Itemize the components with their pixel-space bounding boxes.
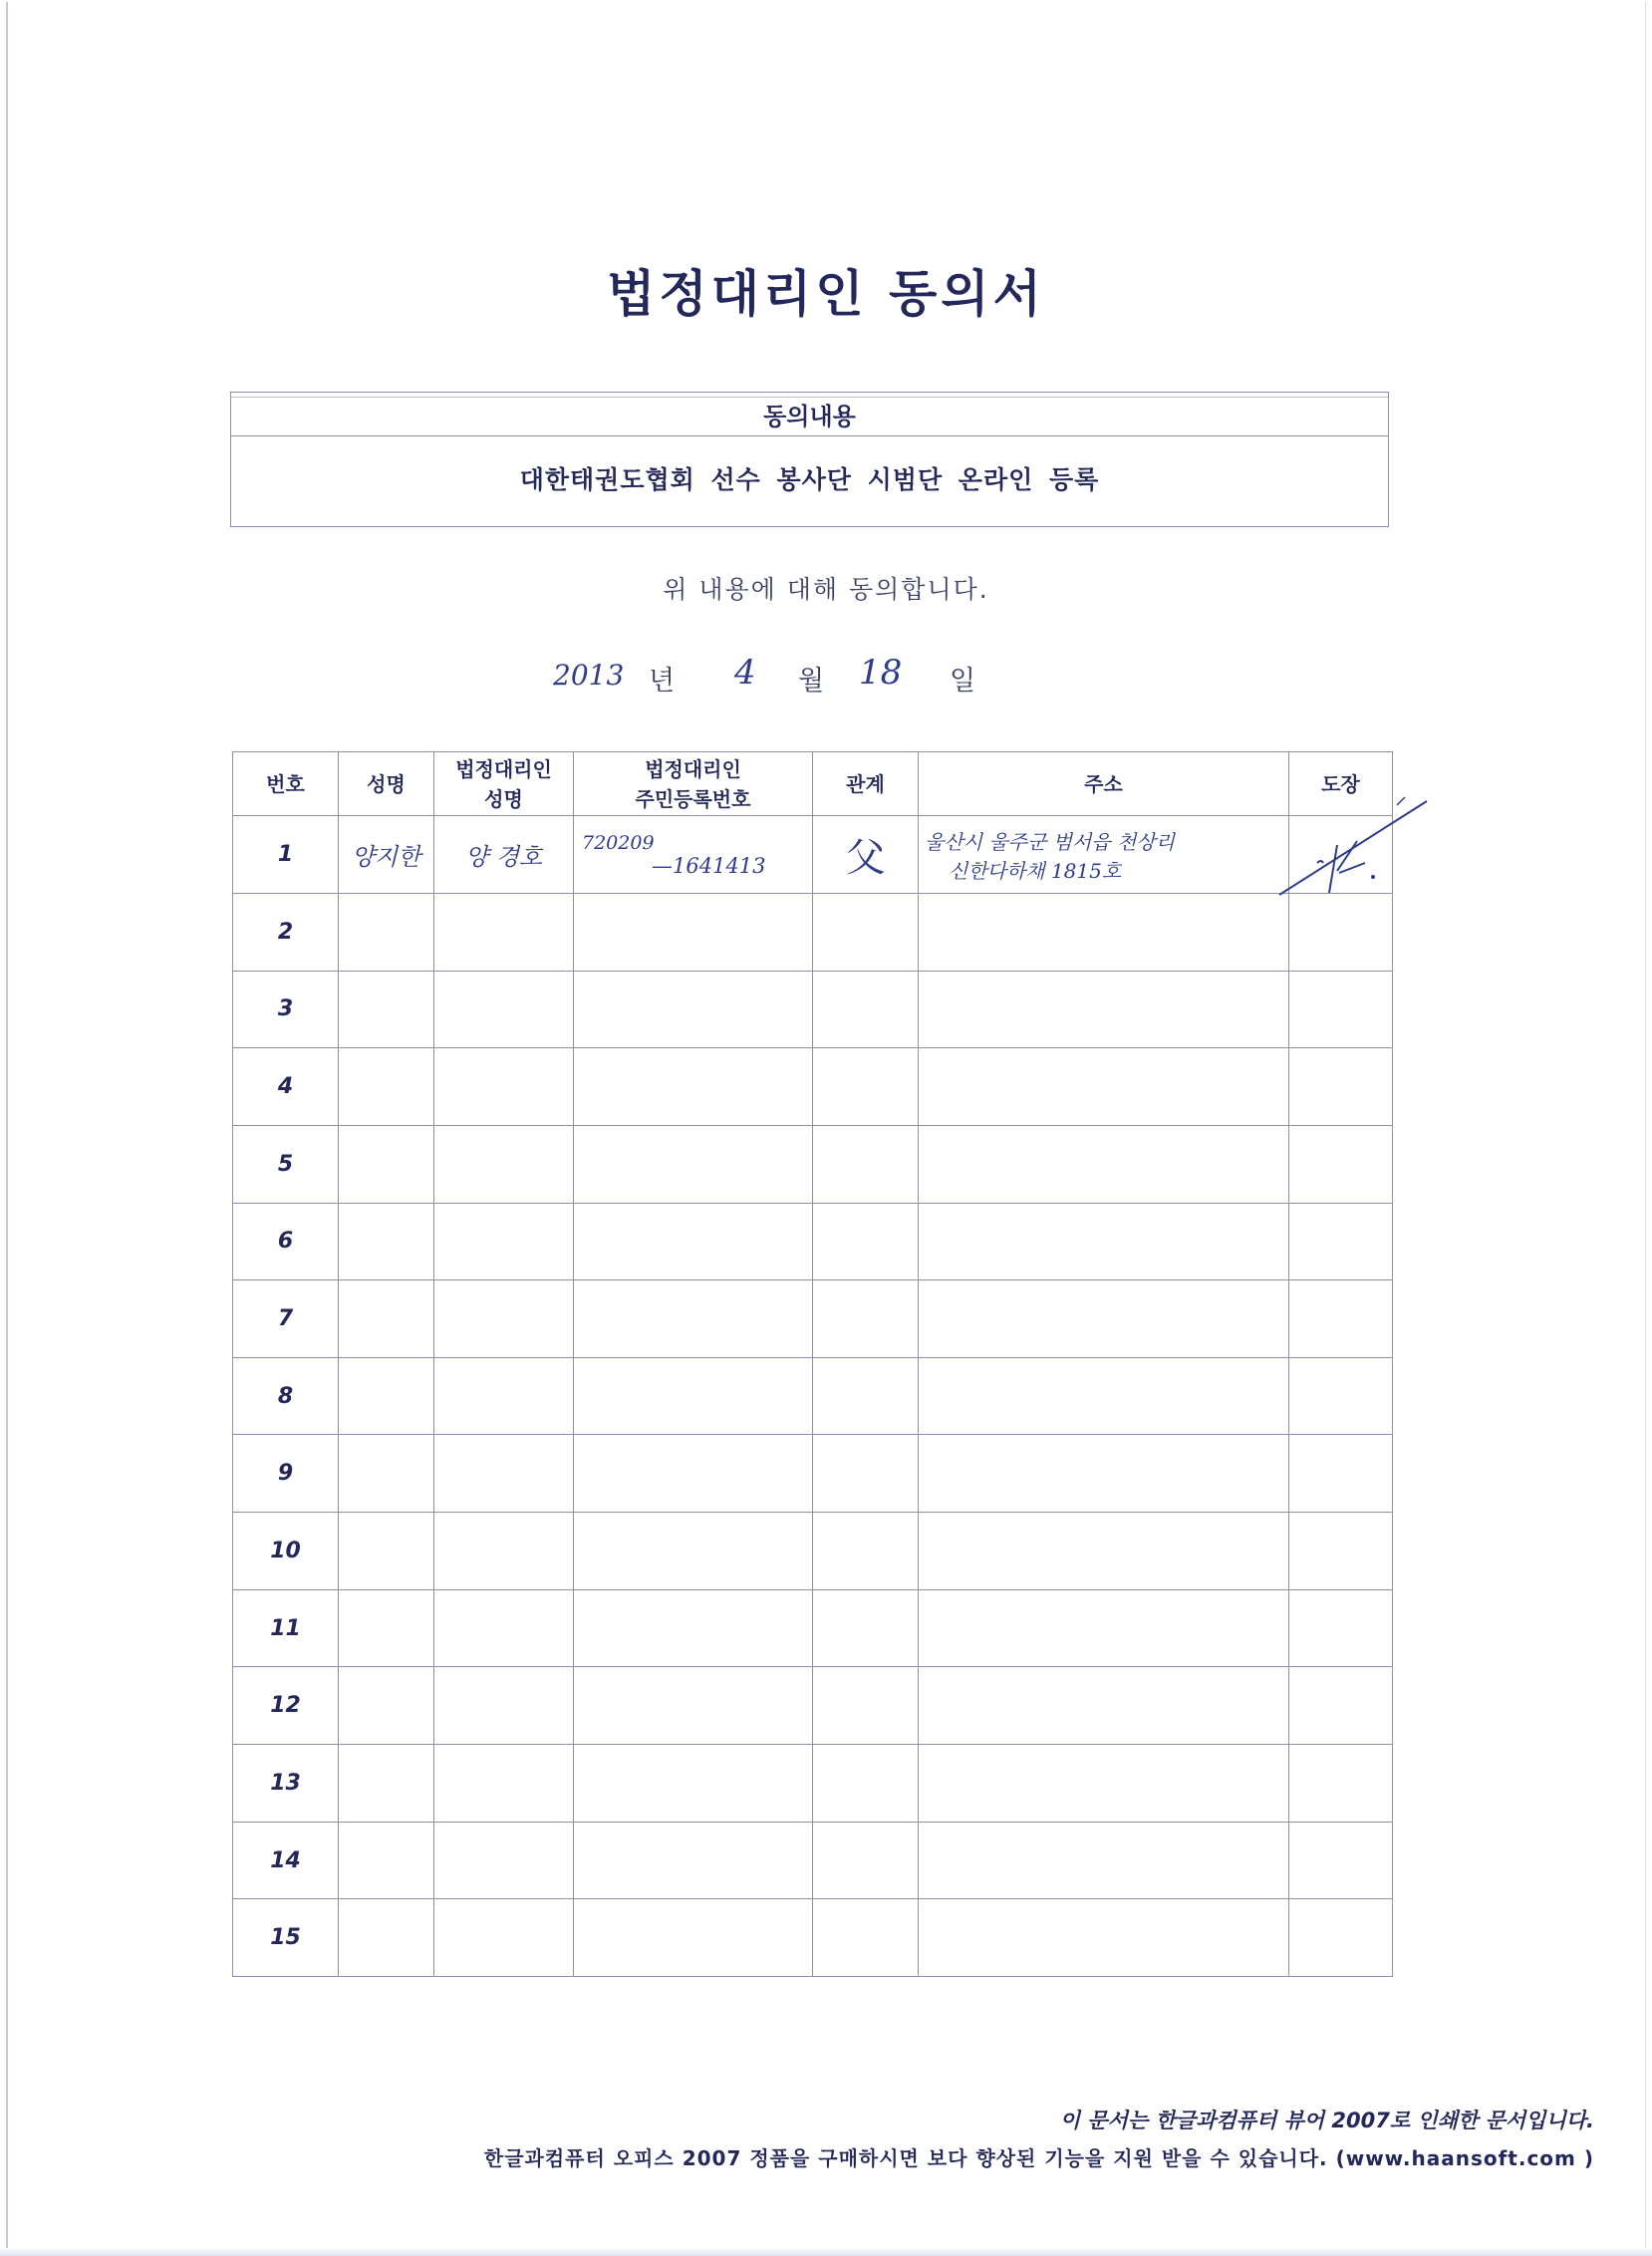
row-guardian-name	[434, 1280, 574, 1358]
row-guardian-name	[434, 1357, 574, 1435]
row-seal	[1289, 1048, 1393, 1126]
row-guardian-id	[574, 1125, 813, 1203]
row-name	[339, 1667, 434, 1745]
row-guardian-id	[574, 1513, 813, 1590]
row-seal	[1289, 1280, 1393, 1358]
row-guardian-name	[434, 1667, 574, 1745]
row-guardian-name	[434, 894, 574, 972]
row-number: 1	[233, 816, 339, 894]
header-guardian-id-line2: 주민등록번호	[635, 786, 751, 811]
row-name	[339, 971, 434, 1048]
row-seal	[1289, 1513, 1393, 1590]
row-address	[919, 1822, 1289, 1899]
header-guardian-name-line2: 성명	[484, 786, 523, 811]
date-month: 4	[734, 653, 756, 693]
footer-promo: 한글과컴퓨터 오피스 2007 정품을 구매하시면 보다 향상된 기능을 지원 받을 수 있습니다. (www.haansoft.com )	[483, 2146, 1594, 2170]
agreement-text: 위 내용에 대해 동의합니다.	[663, 575, 989, 604]
row-relation	[813, 1513, 919, 1590]
row-guardian-name	[434, 1048, 574, 1126]
row-guardian-name-text: 양 경호	[464, 843, 543, 871]
row-relation	[813, 1435, 919, 1513]
row-name	[339, 1357, 434, 1435]
row-guardian-id	[574, 971, 813, 1048]
table-row	[233, 1048, 1393, 1126]
header-name: 성명	[339, 752, 434, 816]
row-seal	[1289, 1745, 1393, 1823]
row-guardian-id	[574, 1822, 813, 1899]
consent-box	[230, 392, 1389, 527]
footer-notice: 이 문서는 한글과컴퓨터 뷰어 2007로 인쇄한 문서입니다.	[1059, 2109, 1594, 2132]
row-number: 12	[233, 1667, 339, 1745]
row-guardian-id	[574, 1899, 813, 1977]
row-address	[919, 1203, 1289, 1280]
row-relation	[813, 1125, 919, 1203]
date-day: 18	[859, 653, 903, 693]
row-seal	[1289, 1822, 1393, 1899]
month-label: 월	[798, 666, 825, 697]
row-seal	[1289, 1899, 1393, 1977]
row-guardian-id	[574, 1280, 813, 1358]
row-number: 10	[233, 1513, 339, 1590]
row-guardian-name	[434, 1899, 574, 1977]
row-relation-text: 父	[845, 835, 886, 881]
row-guardian-id	[574, 1745, 813, 1823]
row-name	[339, 1048, 434, 1126]
table-row	[233, 1745, 1393, 1823]
row-seal	[1289, 1357, 1393, 1435]
row-guardian-id	[574, 1589, 813, 1667]
row-number: 7	[233, 1280, 339, 1358]
row-seal	[1289, 971, 1393, 1048]
row-number: 14	[233, 1822, 339, 1899]
row-address-line1: 울산시 울주군 범서읍 천상리	[925, 829, 1175, 854]
row-address	[919, 1357, 1289, 1435]
table-row	[233, 1357, 1393, 1435]
row-address	[919, 1280, 1289, 1358]
row-guardian-id-line1: 720209	[582, 831, 655, 854]
row-address	[919, 894, 1289, 972]
table-row	[233, 971, 1393, 1048]
row-relation	[813, 1667, 919, 1745]
row-number: 3	[233, 971, 339, 1048]
row-number: 13	[233, 1745, 339, 1823]
row-name	[339, 1203, 434, 1280]
row-relation	[813, 1048, 919, 1126]
table-header-row	[233, 752, 1393, 816]
row-seal	[1289, 1203, 1393, 1280]
row-guardian-name	[434, 1513, 574, 1590]
row-seal	[1289, 1667, 1393, 1745]
row-address-line2: 신한다하채 1815호	[949, 858, 1122, 883]
row-guardian-id	[574, 1435, 813, 1513]
table-row	[233, 1513, 1393, 1590]
table-row	[233, 816, 1393, 894]
table-row	[233, 1667, 1393, 1745]
row-guardian-id	[574, 1667, 813, 1745]
row-relation	[813, 1280, 919, 1358]
row-guardian-id	[574, 816, 813, 894]
row-number: 9	[233, 1435, 339, 1513]
row-guardian-name	[434, 1822, 574, 1899]
row-guardian-id	[574, 1203, 813, 1280]
row-guardian-name	[434, 816, 574, 894]
row-guardian-name	[434, 1435, 574, 1513]
row-name	[339, 1745, 434, 1823]
row-relation	[813, 971, 919, 1048]
row-number: 4	[233, 1048, 339, 1126]
consent-content: 대한태권도협회 선수 봉사단 시범단 온라인 등록	[519, 465, 1100, 494]
row-name-text: 양지한	[351, 843, 421, 871]
header-guardian-id	[574, 752, 813, 816]
row-guardian-name	[434, 971, 574, 1048]
row-relation	[813, 1822, 919, 1899]
row-guardian-name	[434, 1589, 574, 1667]
table-row	[233, 1280, 1393, 1358]
row-relation	[813, 816, 919, 894]
row-number: 11	[233, 1589, 339, 1667]
row-relation	[813, 1899, 919, 1977]
row-number: 8	[233, 1357, 339, 1435]
header-address: 주소	[919, 752, 1289, 816]
row-address	[919, 971, 1289, 1048]
table-row	[233, 1822, 1393, 1899]
row-address	[919, 1667, 1289, 1745]
header-guardian-id-line1: 법정대리인	[645, 756, 741, 781]
date-line	[0, 653, 1652, 703]
row-guardian-name	[434, 1745, 574, 1823]
row-name	[339, 1125, 434, 1203]
row-name	[339, 1435, 434, 1513]
row-address	[919, 1435, 1289, 1513]
consent-header: 동의내용	[231, 397, 1388, 436]
date-year: 2013	[553, 659, 625, 692]
row-name	[339, 1822, 434, 1899]
row-address	[919, 1899, 1289, 1977]
row-relation	[813, 1589, 919, 1667]
row-address	[919, 1125, 1289, 1203]
row-name	[339, 1899, 434, 1977]
row-name	[339, 1280, 434, 1358]
row-address	[919, 1745, 1289, 1823]
row-name	[339, 816, 434, 894]
row-guardian-name	[434, 1125, 574, 1203]
row-relation	[813, 1745, 919, 1823]
row-address	[919, 1589, 1289, 1667]
row-seal	[1289, 1125, 1393, 1203]
row-relation	[813, 1203, 919, 1280]
row-address	[919, 816, 1289, 894]
row-guardian-id	[574, 894, 813, 972]
row-guardian-id	[574, 1357, 813, 1435]
row-seal	[1289, 1435, 1393, 1513]
header-seal: 도장	[1289, 752, 1393, 816]
row-seal	[1289, 1589, 1393, 1667]
document-title: 법정대리인 동의서	[607, 265, 1045, 323]
row-name	[339, 894, 434, 972]
scan-bottom-edge	[0, 2248, 1652, 2256]
row-number: 15	[233, 1899, 339, 1977]
table-row	[233, 894, 1393, 972]
header-guardian-name-line1: 법정대리인	[455, 756, 552, 781]
table-row	[233, 1589, 1393, 1667]
header-relation: 관계	[813, 752, 919, 816]
header-guardian-name	[434, 752, 574, 816]
row-name	[339, 1589, 434, 1667]
row-seal	[1289, 894, 1393, 972]
table-row	[233, 1899, 1393, 1977]
row-guardian-id-line2: —1641413	[652, 853, 766, 878]
row-number: 2	[233, 894, 339, 972]
row-guardian-name	[434, 1203, 574, 1280]
table-row	[233, 1203, 1393, 1280]
row-number: 6	[233, 1203, 339, 1280]
row-address	[919, 1513, 1289, 1590]
signature-mark	[1277, 793, 1437, 903]
row-number: 5	[233, 1125, 339, 1203]
guardian-table	[232, 751, 1393, 1977]
table-row	[233, 1125, 1393, 1203]
row-relation	[813, 1357, 919, 1435]
table-row	[233, 1435, 1393, 1513]
header-number: 번호	[233, 752, 339, 816]
year-label: 년	[649, 666, 676, 697]
day-label: 일	[950, 666, 976, 697]
row-name	[339, 1513, 434, 1590]
row-guardian-id	[574, 1048, 813, 1126]
row-relation	[813, 894, 919, 972]
row-address	[919, 1048, 1289, 1126]
